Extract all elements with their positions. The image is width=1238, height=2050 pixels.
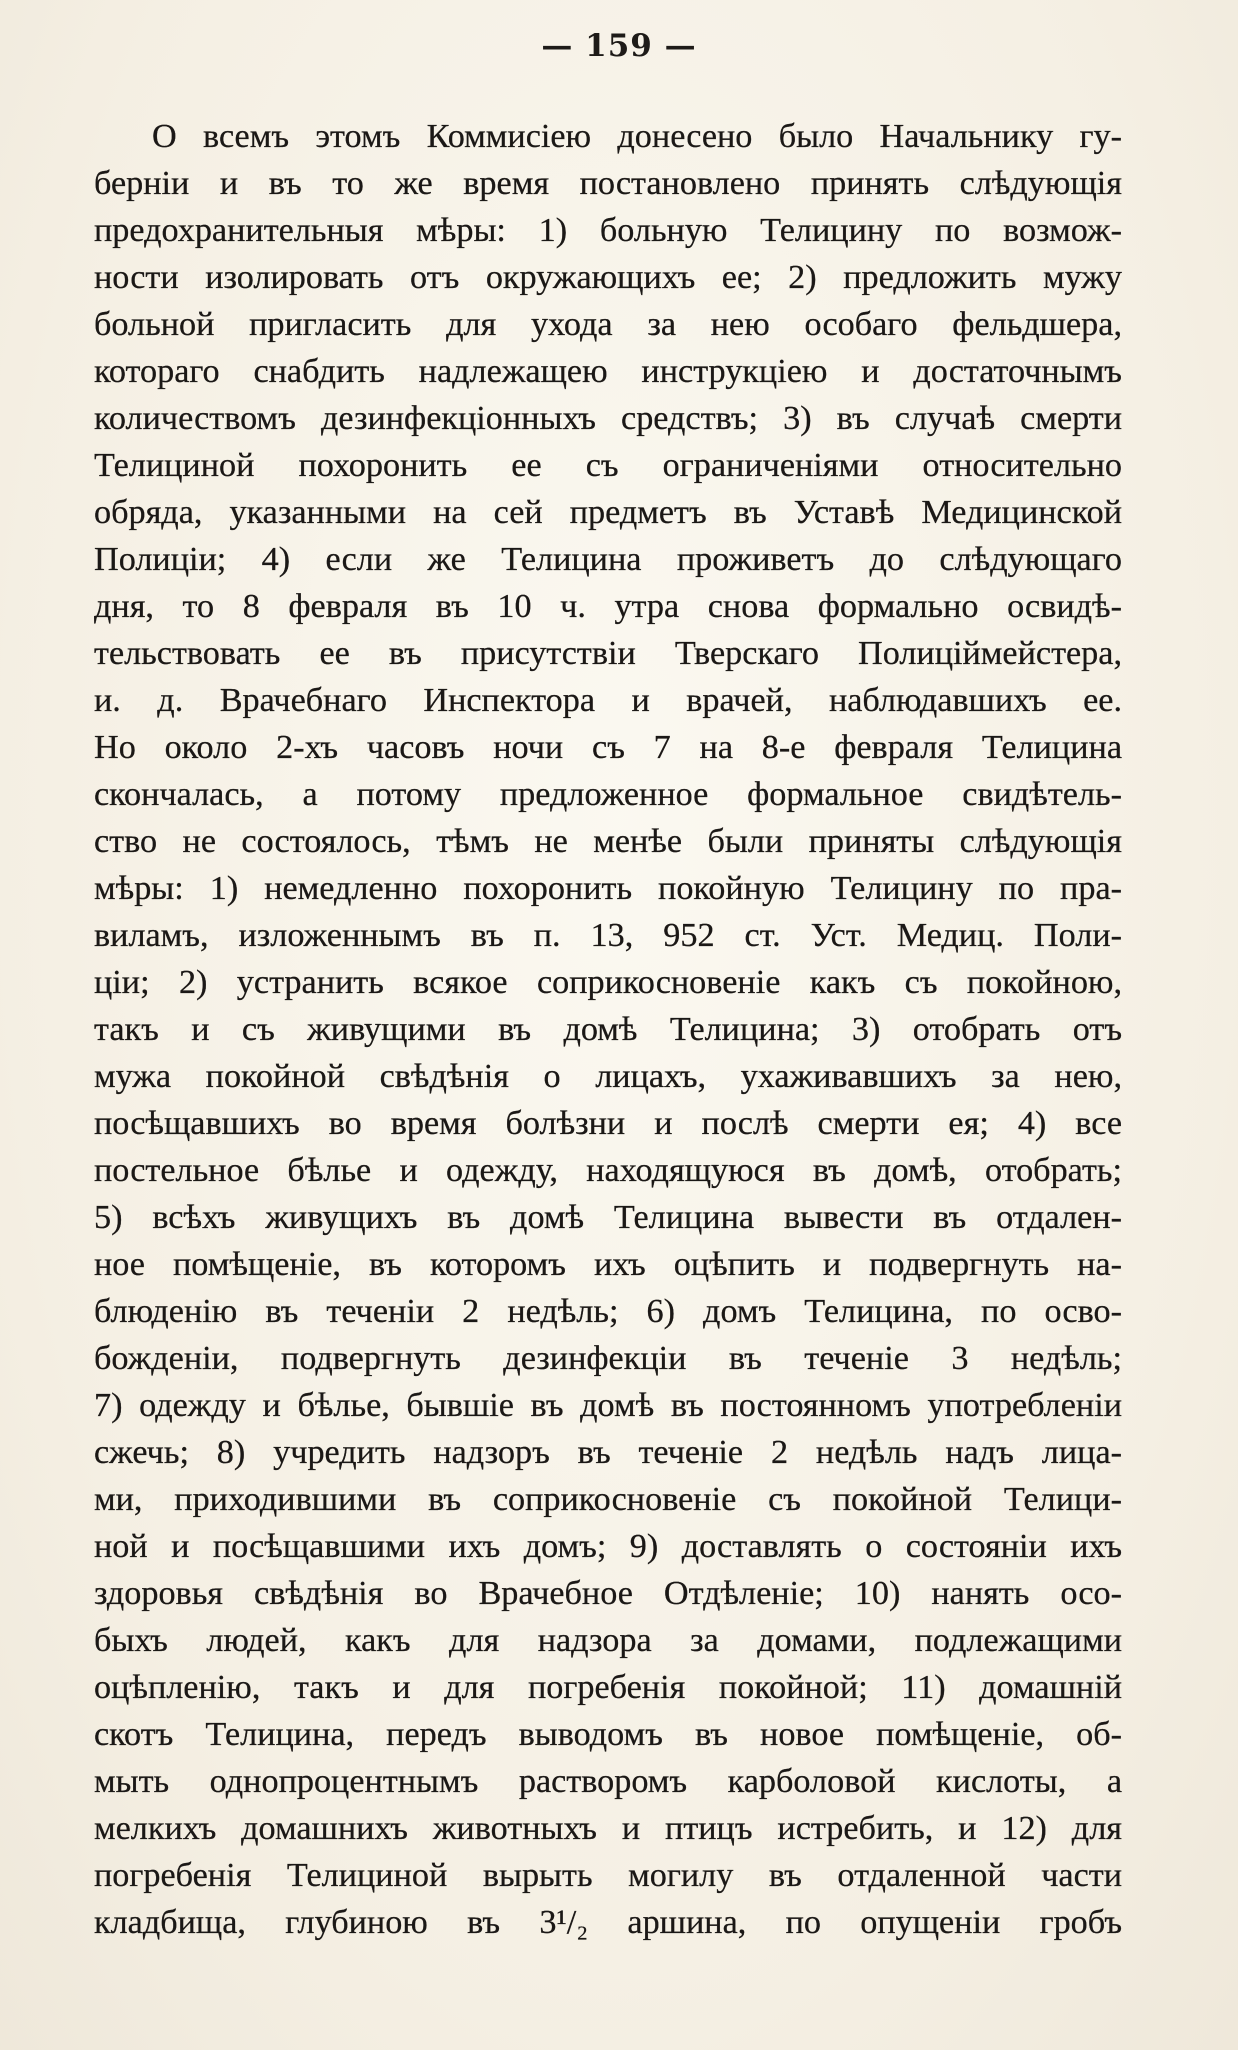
text-line: ціи; 2) устранить всякое соприкосновеніе какъ съ покойною, <box>94 964 1122 1001</box>
text-line: такъ и съ живущими въ домѣ Телицина; 3) отобрать отъ <box>94 1011 1122 1048</box>
text-line: ство не состоялось, тѣмъ не менѣе были приняты слѣдующія <box>94 823 1122 860</box>
text-line: Полиціи; 4) если же Телицина проживетъ до слѣдующаго <box>94 541 1122 578</box>
page-number: — 159 — <box>541 28 697 64</box>
text-line: тельствовать ее въ присутствіи Тверскаго Полиціймейстера, <box>94 635 1122 672</box>
text-line: обряда, указанными на сей предметъ въ Уставѣ Медицинской <box>94 494 1122 531</box>
text-line: котораго снабдить надлежащею инструкціею и достаточнымъ <box>94 353 1122 390</box>
text-line: количествомъ дезинфекціонныхъ средствъ; 3) въ случаѣ смерти <box>94 400 1122 437</box>
text-line: ми, приходившими въ соприкосновеніе съ покойной Телици- <box>94 1481 1122 1518</box>
text-line: здоровья свѣдѣнія во Врачебное Отдѣленіе; 10) нанять осо- <box>94 1575 1122 1612</box>
text-line: ное помѣщеніе, въ которомъ ихъ оцѣпить и подвергнуть на- <box>94 1246 1122 1283</box>
text-line: постельное бѣлье и одежду, находящуюся въ домѣ, отобрать; <box>94 1152 1122 1189</box>
text-line: погребенія Телициной вырыть могилу въ отдаленной части <box>94 1857 1122 1894</box>
text-line: 5) всѣхъ живущихъ въ домѣ Телицина вывести въ отдален- <box>94 1199 1122 1236</box>
text-line: ности изолировать отъ окружающихъ ее; 2) предложить мужу <box>94 259 1122 296</box>
text-line: оцѣпленію, такъ и для погребенія покойной; 11) домашній <box>94 1669 1122 1706</box>
text-line: скотъ Телицина, передъ выводомъ въ новое помѣщеніе, об- <box>94 1716 1122 1753</box>
text-line: скончалась, а потому предложенное формальное свидѣтель- <box>94 776 1122 813</box>
text-line: Но около 2-хъ часовъ ночи съ 7 на 8-е февраля Телицина <box>94 729 1122 766</box>
text-line: 7) одежду и бѣлье, бывшіе въ домѣ въ постоянномъ употребленіи <box>94 1387 1122 1424</box>
text-line: мужа покойной свѣдѣнія о лицахъ, ухаживавшихъ за нею, <box>94 1058 1122 1095</box>
text-line: дня, то 8 февраля въ 10 ч. утра снова формально освидѣ- <box>94 588 1122 625</box>
text-line: быхъ людей, какъ для надзора за домами, подлежащими <box>94 1622 1122 1659</box>
text-line: О всемъ этомъ Коммисіею донесено было Начальнику гу- <box>152 118 1122 155</box>
text-line: предохранительныя мѣры: 1) больную Телицину по возмож- <box>94 212 1122 249</box>
text-line: мелкихъ домашнихъ животныхъ и птицъ истребить, и 12) для <box>94 1810 1122 1847</box>
text-line: посѣщавшихъ во время болѣзни и послѣ смерти ея; 4) все <box>94 1105 1122 1142</box>
text-line: больной пригласить для ухода за нею особаго фельдшера, <box>94 306 1122 343</box>
text-line: и. д. Врачебнаго Инспектора и врачей, наблюдавшихъ ее. <box>94 682 1122 719</box>
text-line: божденіи, подвергнуть дезинфекціи въ теченіе 3 недѣль; <box>94 1340 1122 1377</box>
text-line: Телициной похоронить ее съ ограниченіями относительно <box>94 447 1122 484</box>
text-line: кладбища, глубиною въ 3¹/₂ аршина, по опущеніи гробъ <box>94 1904 1122 1941</box>
text-line: блюденію въ теченіи 2 недѣль; 6) домъ Телицина, по осво- <box>94 1293 1122 1330</box>
text-line: мѣры: 1) немедленно похоронить покойную Телицину по пра- <box>94 870 1122 907</box>
body-text <box>94 113 1122 1946</box>
text-line: ной и посѣщавшими ихъ домъ; 9) доставлять о состояніи ихъ <box>94 1528 1122 1565</box>
text-line: сжечь; 8) учредить надзоръ въ теченіе 2 недѣль надъ лица- <box>94 1434 1122 1471</box>
text-line: мыть однопроцентнымъ растворомъ карболовой кислоты, а <box>94 1763 1122 1800</box>
text-line: берніи и въ то же время постановлено принять слѣдующія <box>94 165 1122 202</box>
text-line: виламъ, изложеннымъ въ п. 13, 952 ст. Уст. Медиц. Поли- <box>94 917 1122 954</box>
